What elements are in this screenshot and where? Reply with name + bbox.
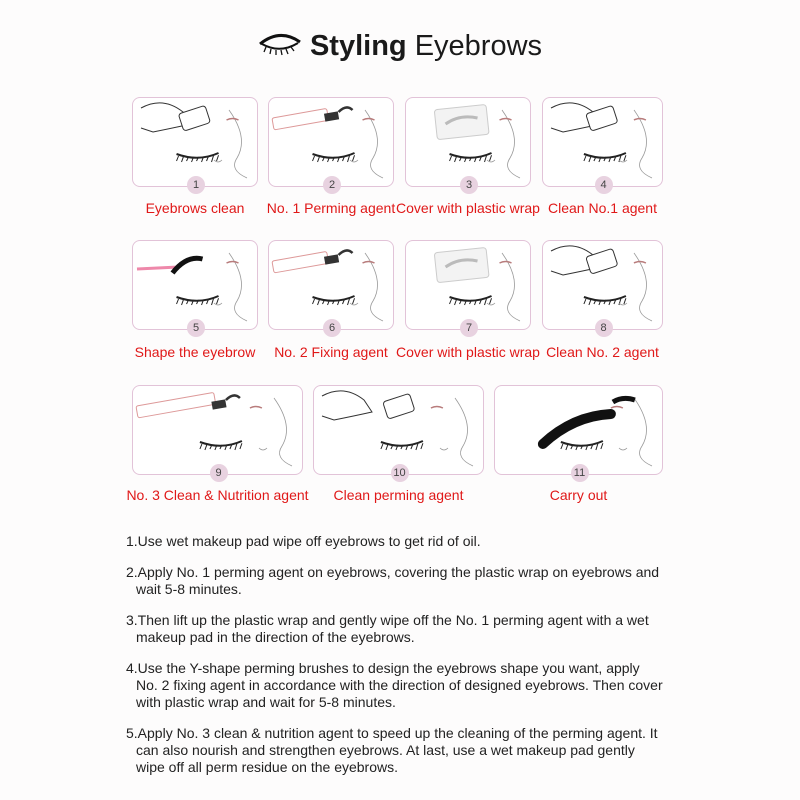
step-number-badge: 10 (391, 464, 409, 482)
step-card (405, 240, 531, 334)
step-caption: Clean No.1 agent (548, 200, 657, 216)
step-number-badge: 5 (187, 319, 205, 337)
step-caption: No. 2 Fixing agent (274, 344, 388, 360)
step-caption: Clean No. 2 agent (546, 344, 659, 360)
step-number-badge: 4 (595, 176, 613, 194)
step-card (313, 385, 484, 479)
instruction-step (126, 660, 686, 711)
eye-logo-icon (258, 30, 302, 64)
instruction-line: 1.Use wet makeup pad wipe off eyebrows to get rid of oil. (126, 533, 481, 549)
title-bold: Styling (309, 30, 407, 62)
step-number-badge: 11 (571, 464, 589, 482)
step-number-badge: 2 (323, 176, 341, 194)
instruction-line: No. 2 fixing agent in accordance with the direction of designed eyebrows. Then cover (136, 677, 663, 693)
instruction-step (126, 533, 686, 550)
step-number-badge: 1 (187, 176, 205, 194)
step-caption: Eyebrows clean (145, 200, 245, 216)
step-number-badge: 9 (210, 464, 228, 482)
step-card (132, 97, 258, 191)
page-title (0, 30, 800, 64)
step-card (132, 385, 303, 479)
step-number-badge: 8 (595, 319, 613, 337)
instruction-line: 5.Apply No. 3 clean & nutrition agent to speed up the cleaning of the perming agent. It (126, 725, 658, 741)
step-caption: Clean perming agent (333, 487, 464, 503)
instruction-line: can also nourish and strengthen eyebrows. At last, use a wet makeup pad gently (136, 742, 635, 758)
instruction-step (126, 564, 686, 598)
instruction-line: wipe off all perm residue on the eyebrows. (136, 759, 398, 775)
step-caption: Carry out (549, 487, 608, 503)
step-number-badge: 3 (460, 176, 478, 194)
instruction-step (126, 725, 686, 776)
step-card (542, 97, 663, 191)
step-number-badge: 6 (323, 319, 341, 337)
step-card (494, 385, 663, 479)
step-caption: No. 3 Clean & Nutrition agent (126, 487, 309, 503)
instruction-line: 4.Use the Y-shape perming brushes to design the eyebrows shape you want, apply (126, 660, 640, 676)
instruction-line: wait 5-8 minutes. (136, 581, 242, 597)
step-card (132, 240, 258, 334)
step-caption: Cover with plastic wrap (396, 200, 540, 216)
title-rest: Eyebrows (406, 30, 543, 62)
step-card (268, 97, 394, 191)
step-caption: Shape the eyebrow (134, 344, 256, 360)
step-card (268, 240, 394, 334)
instruction-line: makeup pad in the direction of the eyebrows. (136, 629, 415, 645)
instructions (126, 533, 686, 790)
step-card (542, 240, 663, 334)
step-number-badge: 7 (460, 319, 478, 337)
instruction-line: 3.Then lift up the plastic wrap and gently wipe off the No. 1 perming agent with a wet (126, 612, 649, 628)
step-caption: No. 1 Perming agent (266, 200, 396, 216)
step-caption: Cover with plastic wrap (396, 344, 540, 360)
instruction-line: with plastic wrap and wait for 5-8 minutes. (136, 694, 396, 710)
step-card (405, 97, 531, 191)
instruction-line: 2.Apply No. 1 perming agent on eyebrows, covering the plastic wrap on eyebrows and (126, 564, 660, 580)
instruction-step (126, 612, 686, 646)
